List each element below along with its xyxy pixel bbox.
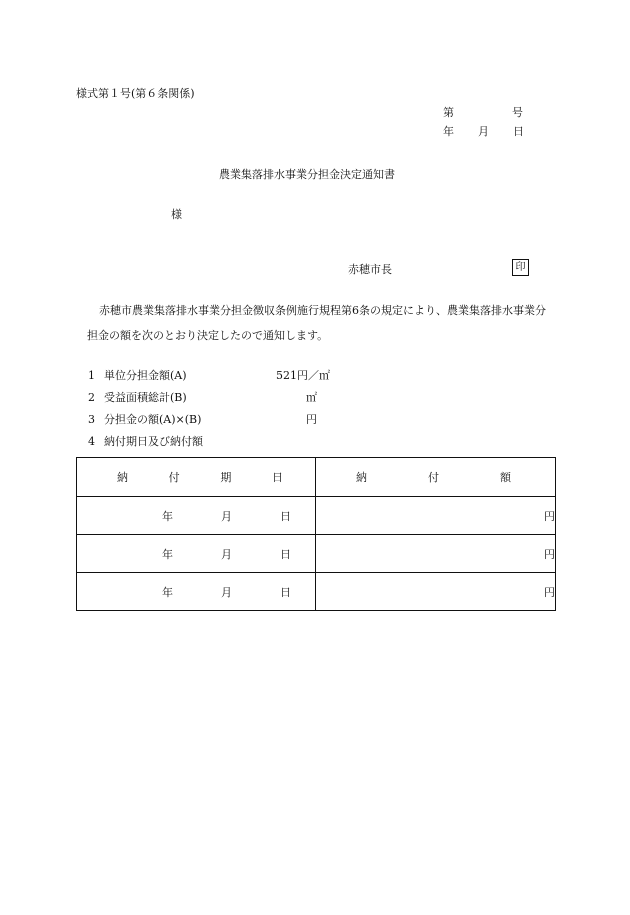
yen-label: 円 — [544, 509, 555, 523]
header-payment-amount — [316, 458, 556, 497]
header-char: 付 — [428, 471, 439, 484]
item-payment-schedule — [88, 433, 203, 449]
month-label: 月 — [221, 585, 232, 599]
recipient-line: 様 — [171, 208, 182, 221]
day-label: 日 — [280, 585, 291, 599]
item-label: 単位分担金額(A) — [104, 369, 187, 382]
payment-date-cell — [77, 497, 316, 535]
table-row — [77, 535, 556, 573]
item-label: 分担金の額(A)×(B) — [104, 413, 202, 426]
number-suffix: 号 — [512, 106, 523, 119]
year-label: 年 — [162, 509, 173, 523]
date-month: 月 — [478, 125, 489, 138]
item-number: 3 — [88, 413, 95, 426]
year-label: 年 — [162, 585, 173, 599]
item-label: 受益面積総計(B) — [104, 391, 187, 404]
table-header-row — [77, 458, 556, 497]
table-row — [77, 497, 556, 535]
table-row — [77, 573, 556, 611]
payment-amount-cell — [316, 497, 556, 535]
item-unit-charge — [88, 367, 187, 383]
number-prefix: 第 — [443, 106, 454, 119]
payment-date-cell — [77, 573, 316, 611]
header-char: 付 — [168, 471, 180, 484]
item-number: 1 — [88, 369, 95, 382]
seal-mark: 印 — [512, 259, 529, 276]
day-label: 日 — [280, 509, 291, 523]
payment-amount-cell — [316, 535, 556, 573]
month-label: 月 — [221, 509, 232, 523]
payment-table — [76, 457, 556, 611]
item-benefit-area-value: ㎡ — [306, 391, 317, 404]
document-number-line — [443, 104, 523, 120]
body-paragraph: 赤穂市農業集落排水事業分担金徴収条例施行規程第6条の規定により、農業集落排水事業分担金の額を次のとおり決定したので通知します。 — [87, 304, 546, 342]
issuer-name: 赤穂市長 — [348, 263, 392, 276]
form-number: 様式第１号(第６条関係) — [76, 87, 195, 100]
header-char: 額 — [500, 471, 511, 484]
header-char: 期 — [220, 471, 232, 484]
year-label: 年 — [162, 547, 173, 561]
month-label: 月 — [221, 547, 232, 561]
item-charge-amount — [88, 411, 201, 427]
header-payment-date — [77, 458, 316, 497]
payment-date-cell — [77, 535, 316, 573]
item-label: 納付期日及び納付額 — [104, 435, 203, 448]
date-year: 年 — [443, 125, 454, 138]
header-char: 納 — [117, 471, 128, 484]
date-day: 日 — [513, 125, 524, 138]
header-char: 日 — [271, 471, 283, 484]
item-charge-amount-value: 円 — [306, 413, 317, 426]
document-title: 農業集落排水事業分担金決定通知書 — [219, 168, 395, 181]
day-label: 日 — [280, 547, 291, 561]
yen-label: 円 — [544, 547, 555, 561]
item-number: 2 — [88, 391, 95, 404]
item-number: 4 — [88, 435, 95, 448]
item-unit-charge-value: 521円／㎡ — [276, 369, 330, 382]
item-benefit-area — [88, 389, 187, 405]
document-date-line — [443, 123, 524, 139]
header-char: 納 — [356, 471, 367, 484]
payment-amount-cell — [316, 573, 556, 611]
yen-label: 円 — [544, 585, 555, 599]
